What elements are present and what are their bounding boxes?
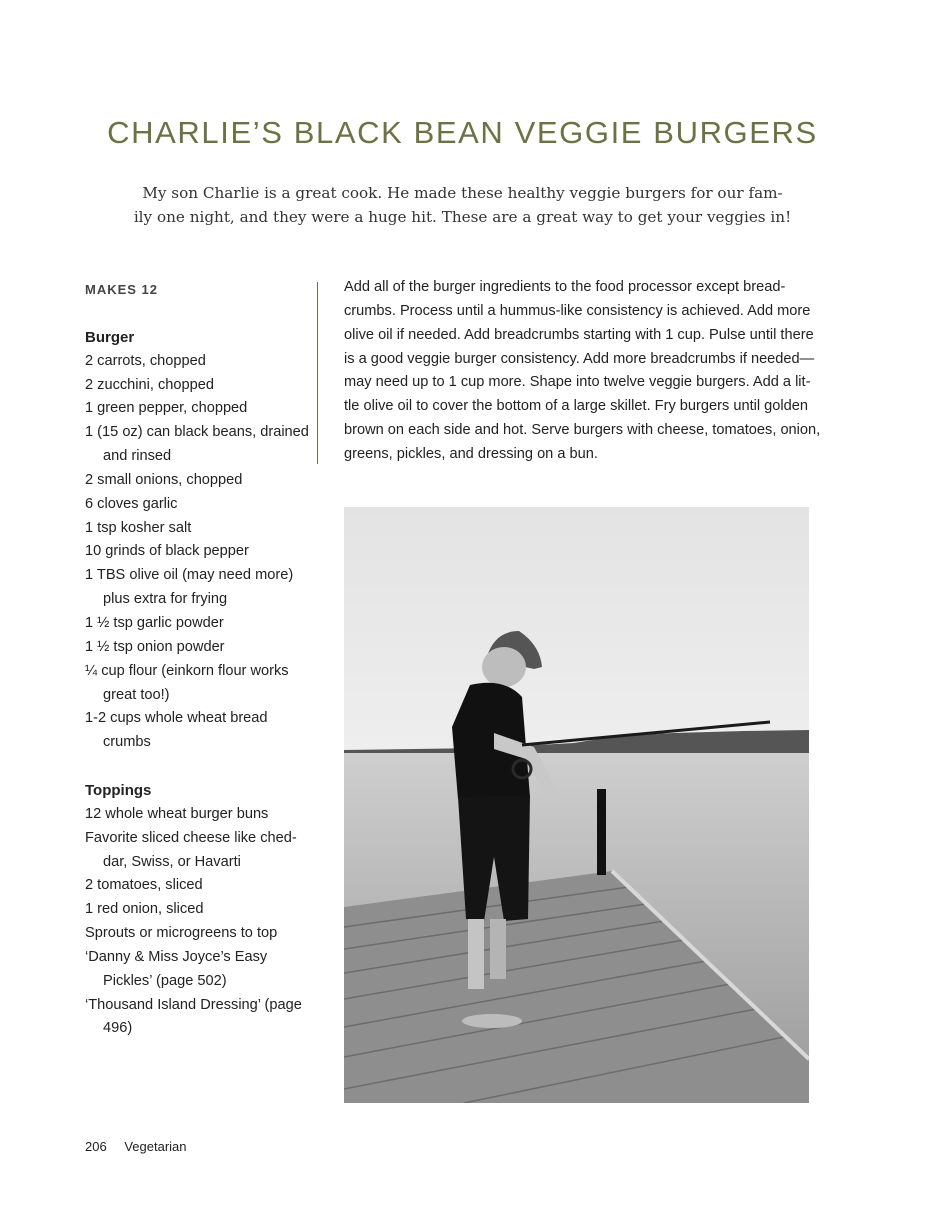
- ingredient-item: 1 TBS olive oil (may need more) plus extra for frying: [85, 567, 294, 608]
- instruction-line: is a good veggie burger consistency. Add more breadcrumbs if needed—: [344, 350, 815, 367]
- page-number: 206: [85, 1139, 107, 1154]
- yield-label: MAKES 12: [85, 282, 159, 297]
- instruction-line: olive oil if needed. Add breadcrumbs starting with 1 cup. Pulse until there: [344, 326, 814, 343]
- recipe-intro: [120, 181, 805, 229]
- topping-item: ‘Thousand Island Dressing’ (page 496): [85, 996, 302, 1037]
- ingredient-item: 1-2 cups whole wheat bread crumbs: [85, 710, 268, 751]
- ingredient-item: 1 ½ tsp onion powder: [85, 638, 225, 655]
- instruction-line: may need up to 1 cup more. Shape into twelve veggie burgers. Add a lit-: [344, 374, 811, 391]
- burger-ingredient-list: [85, 350, 310, 755]
- feet: [462, 1014, 522, 1028]
- instructions: [344, 276, 821, 467]
- ingredients-column: [85, 278, 310, 1041]
- toppings-list: [85, 803, 310, 1041]
- instruction-line: crumbs. Process until a hummus-like consistency is achieved. Add more: [344, 302, 811, 319]
- ingredient-item: 2 small onions, chopped: [85, 471, 243, 488]
- ingredient-item: 2 zucchini, chopped: [85, 376, 214, 393]
- instruction-line: Add all of the burger ingredients to the food processor except bread-: [344, 279, 786, 295]
- ingredient-item: ¼ cup flour (einkorn flour works great too!): [85, 662, 289, 703]
- page-footer: [85, 1139, 187, 1154]
- intro-line: ily one night, and they were a huge hit. These are a great way to get your veggies in!: [133, 208, 792, 226]
- ingredient-item: 6 cloves garlic: [85, 495, 178, 512]
- dock-post: [597, 789, 606, 875]
- instruction-line: brown on each side and hot. Serve burgers with cheese, tomatoes, onion,: [344, 422, 821, 439]
- toppings-heading: Toppings: [85, 782, 152, 800]
- ingredient-item: 1 (15 oz) can black beans, drained and rinsed: [85, 424, 309, 465]
- ingredient-item: 10 grinds of black pepper: [85, 543, 249, 560]
- topping-item: 2 tomatoes, sliced: [85, 877, 203, 894]
- topping-item: Favorite sliced cheese like ched-dar, Swiss, or Havarti: [85, 829, 297, 870]
- instruction-line: greens, pickles, and dressing on a bun.: [344, 445, 598, 462]
- topping-item: Sprouts or microgreens to top: [85, 925, 278, 942]
- column-divider: [317, 282, 318, 464]
- burger-heading: Burger: [85, 328, 135, 346]
- shirt: [452, 683, 530, 799]
- recipe-title: CHARLIE’S BLACK BEAN VEGGIE BURGERS: [107, 114, 818, 150]
- boy-fishing-photo: [344, 507, 809, 1103]
- topping-item: 12 whole wheat burger buns: [85, 805, 269, 822]
- chapter-name: Vegetarian: [124, 1139, 187, 1154]
- ingredient-item: 2 carrots, chopped: [85, 352, 206, 369]
- ingredient-item: 1 tsp kosher salt: [85, 519, 192, 536]
- head: [482, 647, 526, 687]
- topping-item: 1 red onion, sliced: [85, 901, 204, 918]
- intro-line: My son Charlie is a great cook. He made these healthy veggie burgers for our fam-: [142, 184, 783, 202]
- instruction-line: tle olive oil to cover the bottom of a large skillet. Fry burgers until golden: [344, 398, 808, 415]
- topping-item: ‘Danny & Miss Joyce’s Easy Pickles’ (page 502): [85, 948, 268, 989]
- ingredient-item: 1 green pepper, chopped: [85, 400, 248, 417]
- left-leg: [468, 919, 484, 989]
- ingredient-item: 1 ½ tsp garlic powder: [85, 614, 224, 631]
- right-leg: [490, 919, 506, 979]
- sky: [344, 507, 809, 752]
